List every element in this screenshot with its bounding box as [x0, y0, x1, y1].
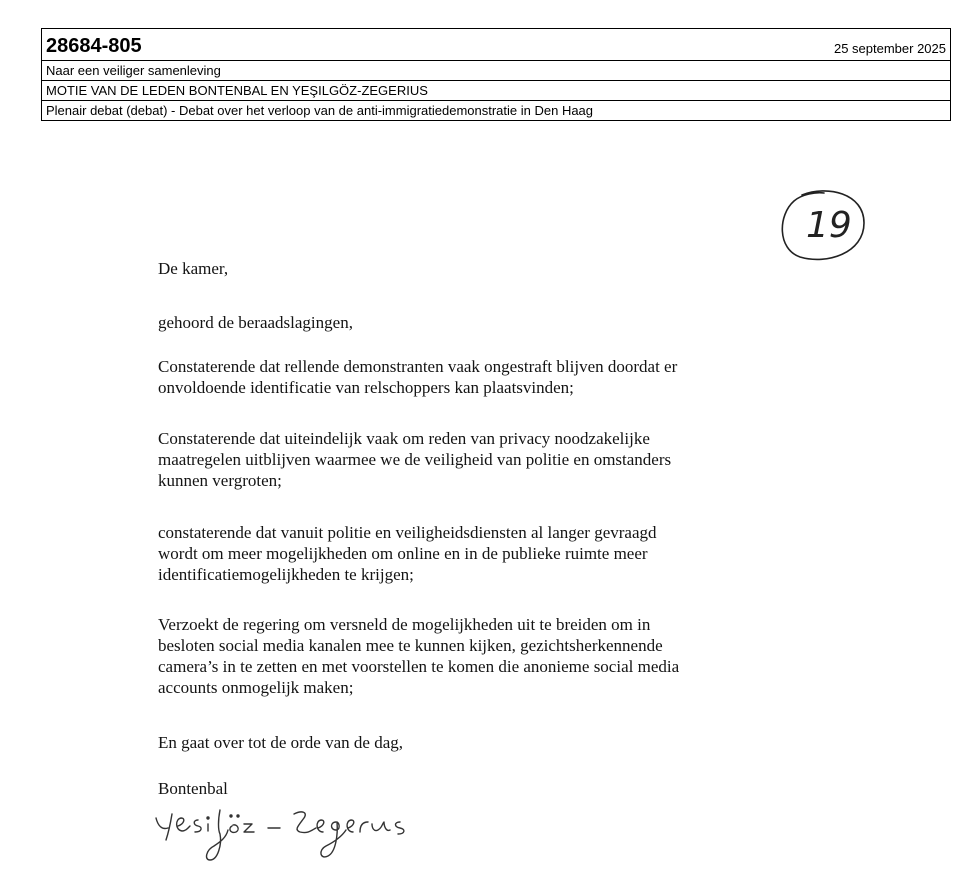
- handwritten-signature: [148, 800, 448, 875]
- stamp-number: 19: [806, 205, 852, 246]
- motion-opening: De kamer,: [158, 259, 229, 278]
- document-header: [41, 28, 951, 121]
- text-line: accounts onmogelijk maken;: [158, 678, 354, 697]
- document-subject: Naar een veiliger samenleving: [42, 60, 950, 80]
- text-line: besloten social media kanalen mee te kunnen kijken, gezichtsherkennende: [158, 636, 663, 655]
- text-line: identificatiemogelijkheden te krijgen;: [158, 565, 414, 584]
- text-line: camera’s in te zetten en met voorstellen te komen die anonieme social media: [158, 657, 680, 676]
- document-date: 25 september 2025: [833, 41, 946, 56]
- request-paragraph: [158, 614, 679, 698]
- considering-paragraph-3: [158, 522, 657, 585]
- text-line: wordt om meer mogelijkheden om online en in de publieke ruimte meer: [158, 544, 648, 563]
- motion-heard: gehoord de beraadslagingen,: [158, 313, 353, 332]
- motion-title: MOTIE VAN DE LEDEN BONTENBAL EN YEŞILGÖZ-ZEGERIUS: [42, 80, 950, 100]
- text-line: Constaterende dat uiteindelijk vaak om reden van privacy noodzakelijke: [158, 429, 650, 448]
- text-line: kunnen vergroten;: [158, 471, 282, 490]
- signatory-name: Bontenbal: [158, 779, 228, 798]
- considering-paragraph-2: [158, 428, 671, 491]
- debate-description: Plenair debat (debat) - Debat over het verloop van de anti-immigratiedemonstratie in Den Haag: [42, 100, 950, 120]
- handwritten-number-stamp: [772, 185, 872, 272]
- text-line: maatregelen uitblijven waarmee we de veiligheid van politie en omstanders: [158, 450, 672, 469]
- text-line: onvoldoende identificatie van relschoppers kan plaatsvinden;: [158, 378, 574, 397]
- considering-paragraph-1: [158, 356, 677, 398]
- text-line: Constaterende dat rellende demonstranten vaak ongestraft blijven doordat er: [158, 357, 678, 376]
- header-row-number-date: [42, 29, 950, 60]
- motion-closing: En gaat over tot de orde van de dag,: [158, 733, 403, 752]
- document-number: 28684-805: [46, 35, 142, 57]
- text-line: Verzoekt de regering om versneld de mogelijkheden uit te breiden om in: [158, 615, 651, 634]
- text-line: constaterende dat vanuit politie en veiligheidsdiensten al langer gevraagd: [158, 523, 657, 542]
